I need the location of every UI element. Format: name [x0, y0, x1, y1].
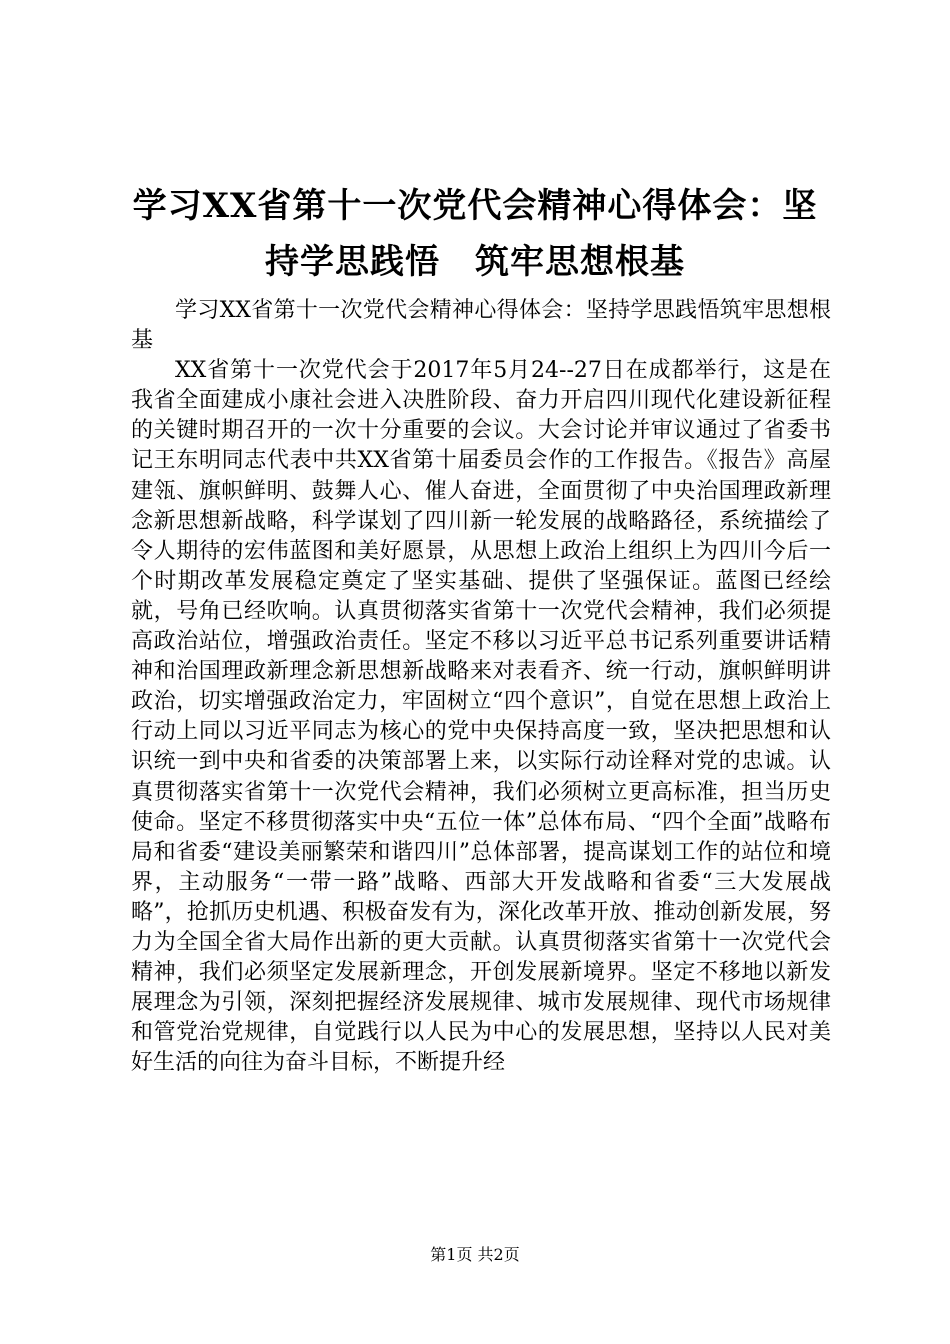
page-footer: 第1页 共2页 [430, 1245, 520, 1264]
body-paragraph: XX省第十一次党代会于2017年5月24--27日在成都举行，这是在我省全面建成小康社会进入决胜阶段、奋力开启四川现代化建设新征程的关键时期召开的一次十分重要的会议。大会讨论并审议通过了省委书记王东明同志代表中共XX省第十届委员会作的工作报告。《报告》高屋建瓴、旗帜鲜明、鼓舞人心、催人奋进，全面贯彻了中央治国理政新理念新思想新战略，科学谋划了四川新一轮发展的战略路径，系统描绘了令人期待的宏伟蓝图和美好愿景，从思想上政治上组织上为四川今后一个时期改革发展稳定奠定了坚实基础、提供了坚强保证。蓝图已经绘就，号角已经吹响。认真贯彻落实省第十一次党代会精神，我们必须提高政治站位，增强政治责任。坚定不移以习近平总书记系列重要讲话精神和治国理政新理念新思想新战略来对表看齐、统一行动，旗帜鲜明讲政治，切实增强政治定力，牢固树立“四个意识”，自觉在思想上政治上行动上同以习近平同志为核心的党中央保持高度一致，坚决把思想和认识统一到中央和省委的决策部署上来，以实际行动诠释对党的忠诚。认真贯彻落实省第十一次党代会精神，我们必须树立更高标准，担当历史使命。坚定不移贯彻落实中央“五位一体”总体布局、“四个全面”战略布局和省委“建设美丽繁荣和谐四川”总体部署，提高谋划工作的站位和境界，主动服务“一带一路”战略、西部大开发战略和省委“三大发展战略”，抢抓历史机遇、积极奋发有为，深化改革开放、推动创新发展，努力为全国全省大局作出新的更大贡献。认真贯彻落实省第十一次党代会精神，我们必须坚定发展新理念，开创发展新境界。坚定不移地以新发展理念为引领，深刻把握经济发展规律、城市发展规律、现代市场规律和管党治党规律，自觉践行以人民为中心的发展思想，坚持以人民对美好生活的向往为奋斗目标，不断提升经 [131, 358, 831, 1076]
document-body [131, 296, 831, 1078]
title-line-2: 持学思践悟 筑牢思想根基 [265, 242, 685, 282]
subtitle-paragraph: 学习XX省第十一次党代会精神心得体会：坚持学思践悟筑牢思想根基 [131, 298, 831, 354]
document-title [110, 178, 840, 290]
title-line-1: 学习XX省第十一次党代会精神心得体会：坚 [132, 186, 818, 226]
